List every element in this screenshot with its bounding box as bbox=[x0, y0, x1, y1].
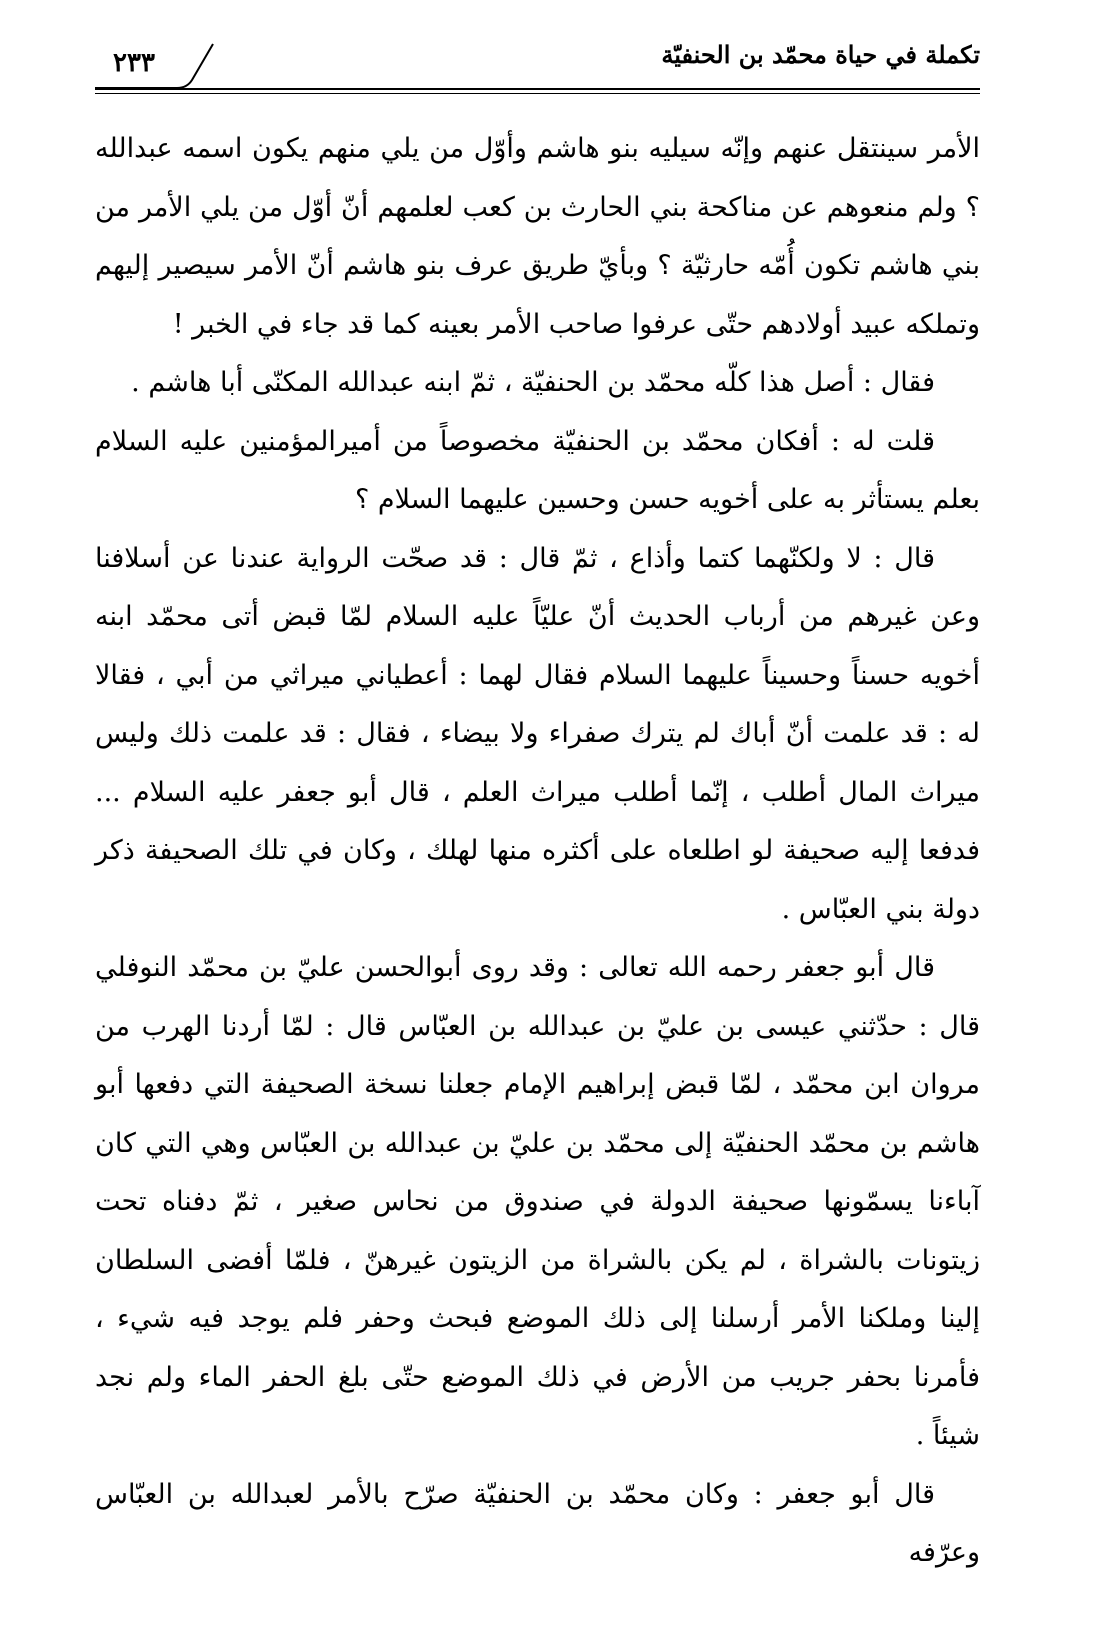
page-number-box bbox=[95, 40, 205, 88]
paragraph: قال أبو جعفر رحمه الله تعالى : وقد روى أبوالحسن عليّ بن محمّد النوفلي قال : حدّثني عيسى بن عليّ بن عبدالله بن العبّاس قال : لمّا أردنا الهرب من مروان ابن محمّد ، لمّا قبض إبراهيم الإمام جعلنا نسخة الصحيفة التي دفعها أبو هاشم بن محمّد الحنفيّة إلى محمّد بن عليّ بن عبدالله بن العبّاس وهي التي كان آباءنا يسمّونها صحيفة الدولة في صندوق من نحاس صغير ، ثمّ دفناه تحت زيتونات بالشراة ، لم يكن بالشراة من الزيتون غيرهنّ ، فلمّا أفضى السلطان إلينا وملكنا الأمر أرسلنا إلى ذلك الموضع فبحث وحفر فلم يوجد فيه شيء ، فأمرنا بحفر جريب من الأرض في ذلك الموضع حتّى بلغ الحفر الماء ولم نجد شيئاً . bbox=[95, 952, 980, 1451]
paragraph: قلت له : أفكان محمّد بن الحنفيّة مخصوصاً من أميرالمؤمنين عليه السلام بعلم يستأثر به على أخويه حسن وحسين عليهما السلام ؟ bbox=[95, 425, 980, 515]
header-rule-thin bbox=[95, 93, 980, 94]
paragraph-continuation: الأمر سينتقل عنهم وإنّه سيليه بنو هاشم وأوّل من يلي منهم يكون اسمه عبدالله ؟ ولم منعوهم عن مناكحة بني الحارث بن كعب لعلمهم أنّ أوّل من يلي الأمر من بني هاشم تكون أُمّه حارثيّة ؟ وبأيّ طريق عرف بنو هاشم أنّ الأمر سيصير إليهم وتملكه عبيد أولادهم حتّى عرفوا صاحب الأمر بعينه كما قد جاء في الخبر ! bbox=[95, 133, 980, 340]
header-rule bbox=[95, 88, 980, 90]
page-body bbox=[95, 120, 980, 1583]
paragraph: فقال : أصل هذا كلّه محمّد بن الحنفيّة ، ثمّ ابنه عبدالله المكنّى أبا هاشم . bbox=[131, 367, 935, 398]
paragraph: قال : لا ولكنّهما كتما وأذاع ، ثمّ قال : قد صحّت الرواية عندنا عن أسلافنا وعن غيرهم من أرباب الحديث أنّ عليّاً عليه السلام لمّا قبض أتى محمّد ابنه أخويه حسناً وحسيناً عليهما السلام فقال لهما : أعطياني ميراثي من أبي ، فقالا له : قد علمت أنّ أباك لم يترك صفراء ولا بيضاء ، فقال : قد علمت ذلك وليس ميراث المال أطلب ، إنّما أطلب ميراث العلم ، قال أبو جعفر عليه السلام ... فدفعا إليه صحيفة لو اطلعاه على أكثره منها لهلك ، وكان في تلك الصحيفة ذكر دولة بني العبّاس . bbox=[95, 542, 980, 925]
page-number: ٢٣٣ bbox=[113, 48, 155, 78]
running-header bbox=[95, 40, 980, 95]
paragraph: قال أبو جعفر : وكان محمّد بن الحنفيّة صرّح بالأمر لعبدالله بن العبّاس وعرّفه bbox=[95, 1478, 980, 1568]
running-title: تكملة في حياة محمّد بن الحنفيّة bbox=[661, 40, 980, 69]
